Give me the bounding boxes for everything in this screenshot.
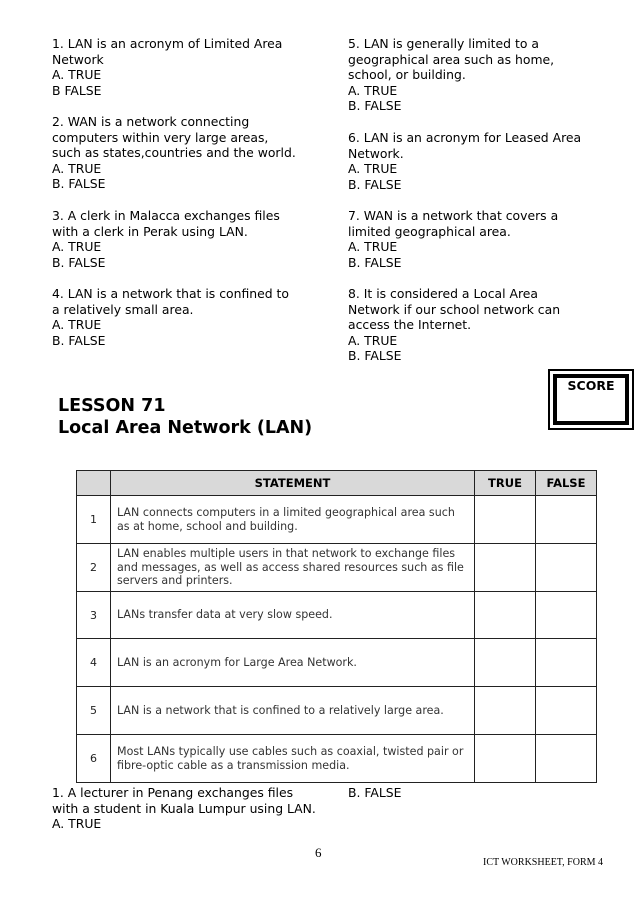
false-answer-cell[interactable] [536,496,597,544]
question-4: 4. LAN is a network that is confined to a relatively small area. A. TRUE B. FALSE [52,286,289,348]
true-answer-cell[interactable] [475,592,536,639]
row-number: 2 [77,544,111,592]
lesson-number: LESSON 71 [58,396,166,416]
false-answer-cell[interactable] [536,592,597,639]
row-statement: LAN enables multiple users in that network to exchange files and messages, as well as access shared resources such as file servers and printers. [111,544,475,592]
table-row [77,735,597,783]
false-answer-cell[interactable] [536,735,597,783]
header-statement: STATEMENT [111,471,475,496]
lesson-title: Local Area Network (LAN) [58,418,313,438]
row-statement: LAN connects computers in a limited geographical area such as at home, school and building. [111,496,475,544]
row-number: 5 [77,687,111,735]
table-row [77,544,597,592]
lesson-heading [58,395,312,439]
row-statement: LAN is an acronym for Large Area Network. [111,639,475,687]
score-box [548,369,634,430]
row-statement: LANs transfer data at very slow speed. [111,592,475,639]
header-false: FALSE [536,471,597,496]
table-row [77,687,597,735]
question-2: 2. WAN is a network connecting computers within very large areas, such as states,countries and the world. A. TRUE B. FALSE [52,114,296,192]
false-answer-cell[interactable] [536,687,597,735]
header-true: TRUE [475,471,536,496]
table-header-row [77,471,597,496]
true-answer-cell[interactable] [475,496,536,544]
row-number: 4 [77,639,111,687]
true-false-table [76,470,597,783]
table-row [77,639,597,687]
bottom-question: 1. A lecturer in Penang exchanges files with a student in Kuala Lumpur using LAN. A. TRUE [52,785,316,832]
true-answer-cell[interactable] [475,544,536,592]
question-8: 8. It is considered a Local Area Network if our school network can access the Internet. A. TRUE B. FALSE [348,286,561,364]
question-6: 6. LAN is an acronym for Leased Area Network. A. TRUE B. FALSE [348,130,582,192]
bottom-question-option-b: B. FALSE [348,785,402,800]
question-1: 1. LAN is an acronym of Limited Area Network A. TRUE B FALSE [52,36,283,98]
row-statement: LAN is a network that is confined to a relatively large area. [111,687,475,735]
question-3: 3. A clerk in Malacca exchanges files with a clerk in Perak using LAN. A. TRUE B. FALSE [52,208,280,270]
table-row [77,496,597,544]
page-number: 6 [315,845,322,860]
false-answer-cell[interactable] [536,639,597,687]
row-statement: Most LANs typically use cables such as coaxial, twisted pair or fibre-optic cable as a transmission media. [111,735,475,783]
question-7: 7. WAN is a network that covers a limited geographical area. A. TRUE B. FALSE [348,208,559,270]
row-number: 3 [77,592,111,639]
header-blank [77,471,111,496]
row-number: 6 [77,735,111,783]
score-label: SCORE [567,378,615,393]
table-row [77,592,597,639]
true-answer-cell[interactable] [475,639,536,687]
false-answer-cell[interactable] [536,544,597,592]
footer-text: ICT WORKSHEET, FORM 4 [483,857,604,868]
row-number: 1 [77,496,111,544]
question-5: 5. LAN is generally limited to a geographical area such as home, school, or building. A. TRUE B. FALSE [348,36,555,114]
true-answer-cell[interactable] [475,735,536,783]
true-answer-cell[interactable] [475,687,536,735]
